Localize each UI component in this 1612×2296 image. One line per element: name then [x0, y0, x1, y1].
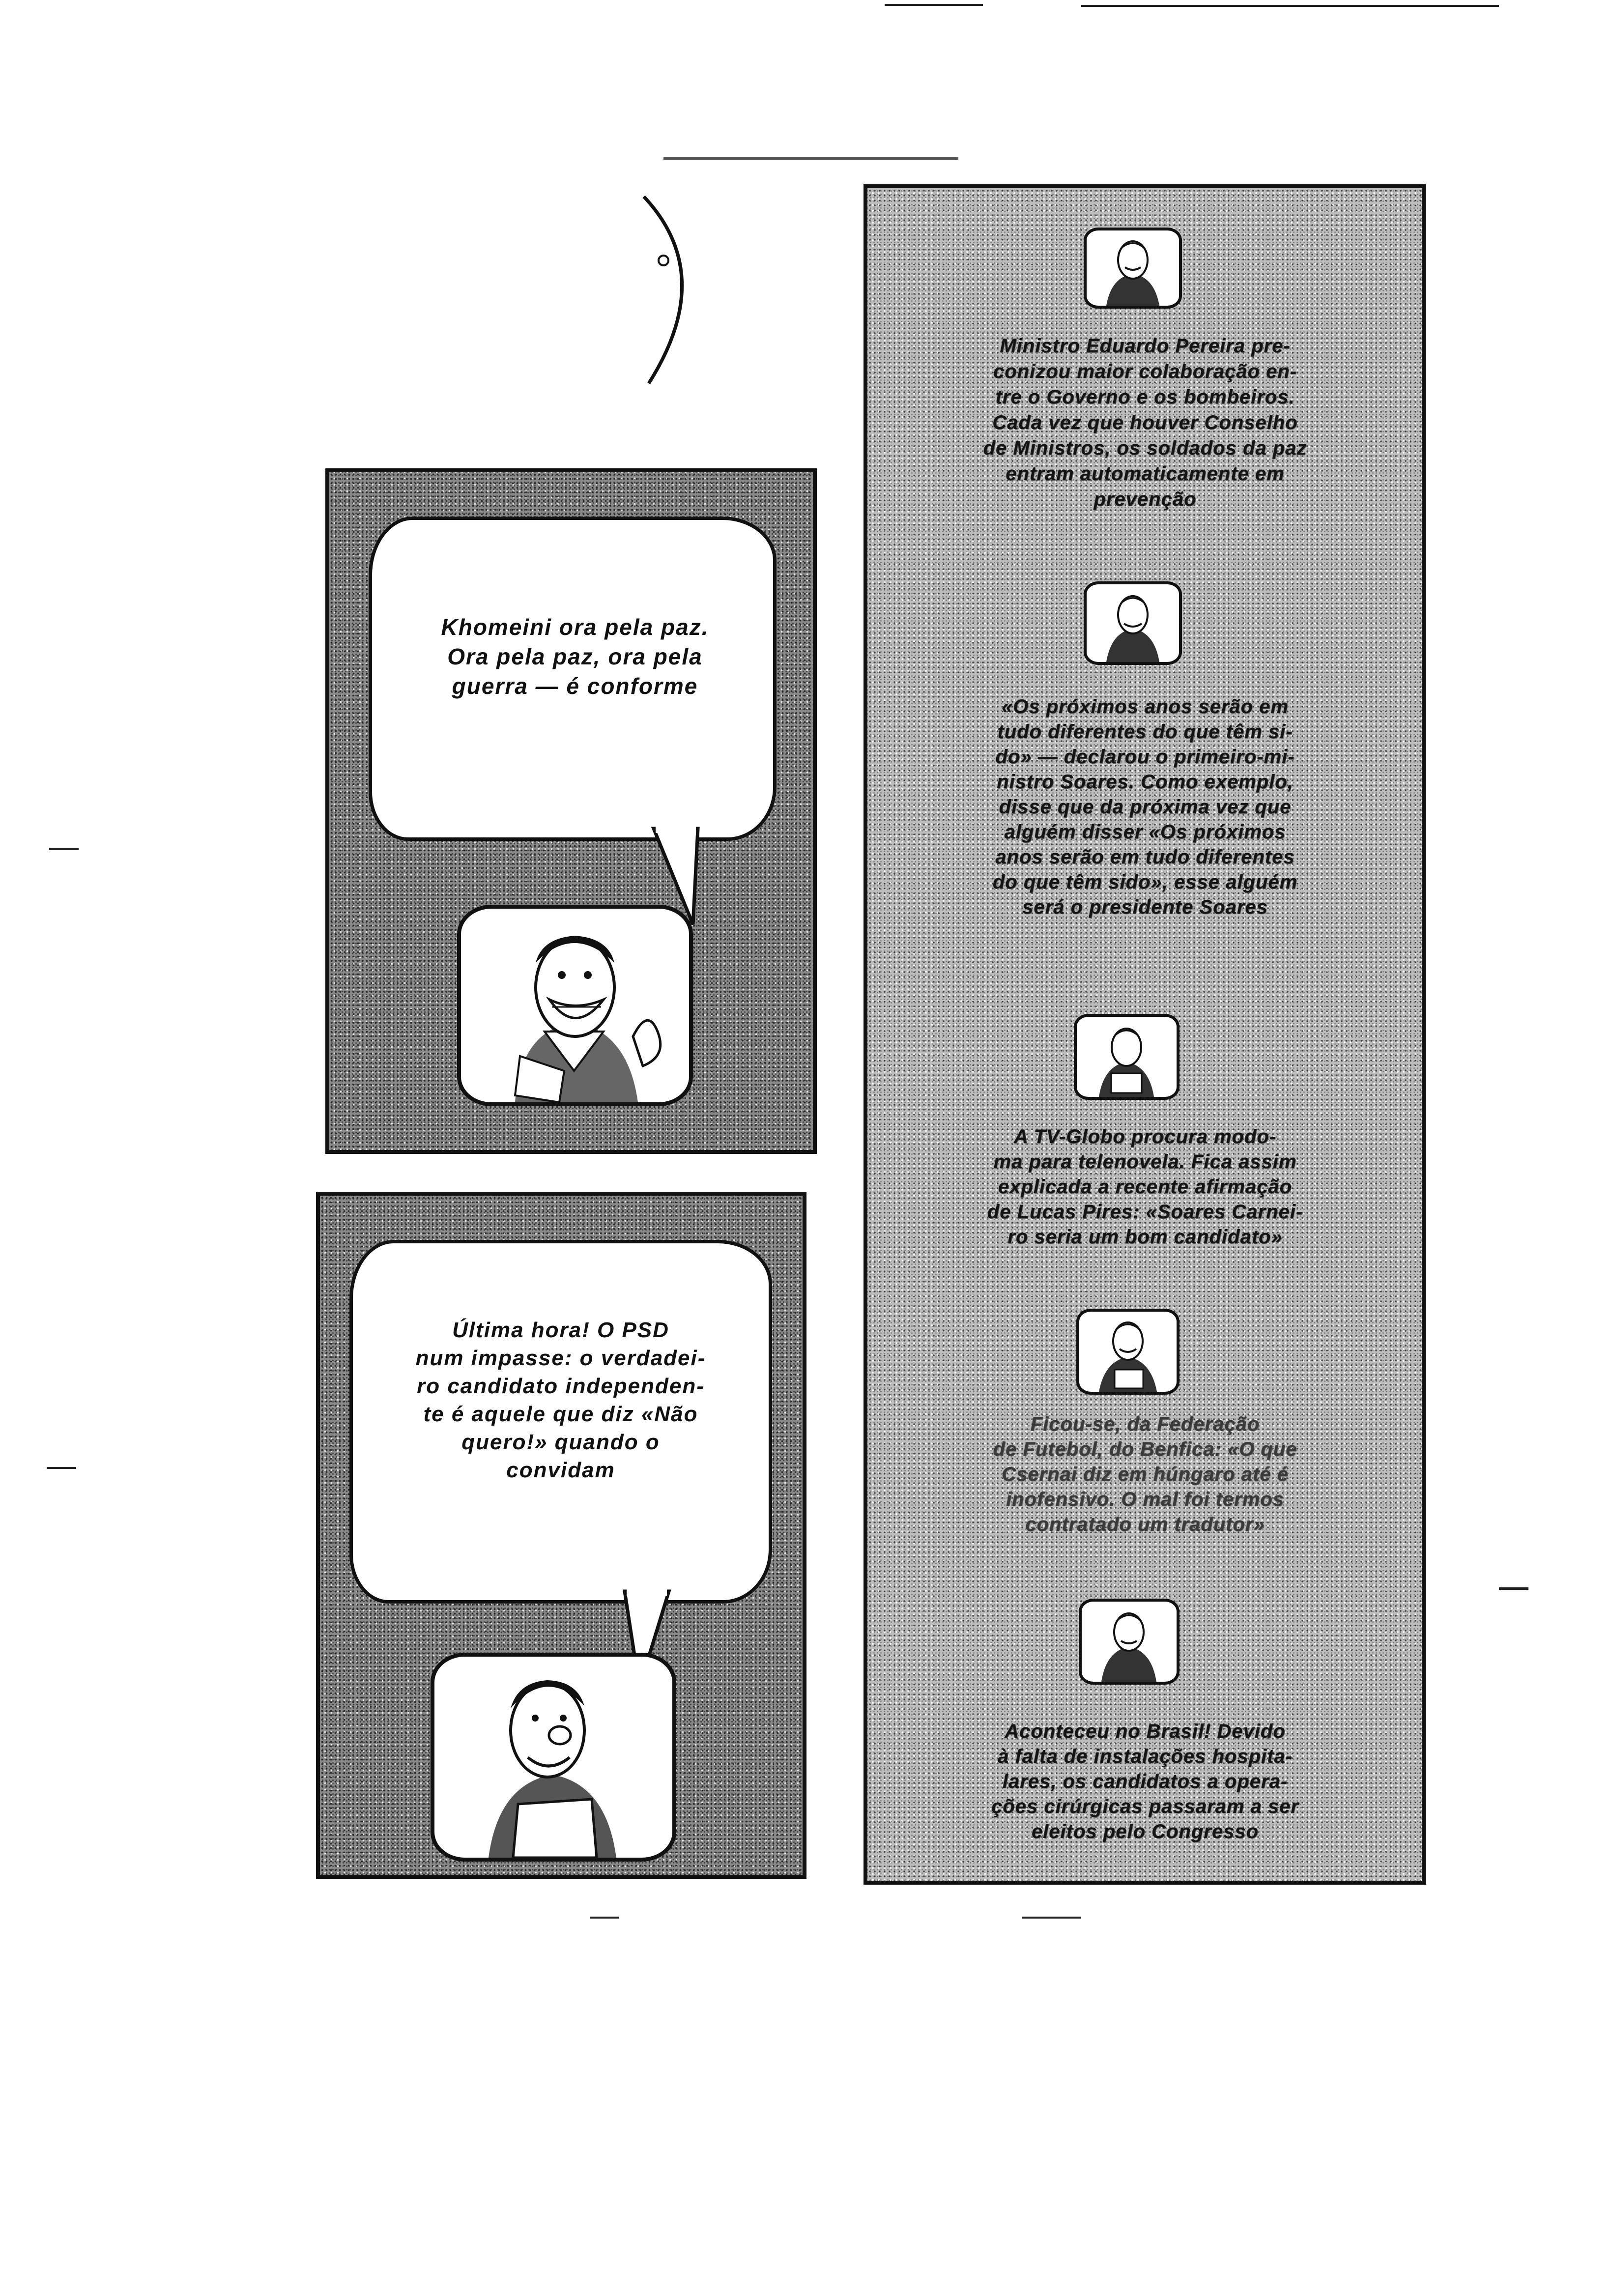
- news-item-2: «Os próximos anos serão em tudo diferentes do que têm si- do» — declarou o primeiro-mi- nistro Soares. Como exemplo, disse que da próxima vez que alguém disser «Os próximos anos serão em tudo diferentes do que têm sido», esse alguém será o presidente Soares: [992, 696, 1298, 918]
- scan-mark: [1499, 1587, 1528, 1590]
- comic-panel-2: [316, 1192, 806, 1879]
- speech-text: Khomeini ora pela paz. Ora pela paz, ora pela guerra — é conforme: [441, 614, 709, 699]
- presenter-illustration: [1079, 1312, 1177, 1392]
- tv-presenter-icon: [1076, 1309, 1180, 1395]
- presenter-illustration: [1087, 230, 1179, 306]
- presenter-illustration: [461, 909, 689, 1102]
- presenter-illustration: [1077, 1017, 1177, 1097]
- news-item-3: A TV-Globo procura modo- ma para telenovela. Fica assim explicada a recente afirmação de Lucas Pires: «Soares Carnei- ro seria um bom candidato»: [987, 1126, 1303, 1248]
- news-item-1: Ministro Eduardo Pereira pre- conizou maior colaboração en- tre o Governo e os bombeiros. Cada vez que houver Conselho de Ministros, os soldados da paz entram automaticamente em prevenção: [983, 335, 1307, 510]
- tv-screen: [431, 1653, 676, 1862]
- scan-mark: [590, 1917, 619, 1919]
- tv-presenter-icon: [1084, 581, 1182, 665]
- scan-mark: [1022, 1917, 1081, 1919]
- scan-mark: [49, 848, 79, 850]
- scan-mark: [47, 1467, 76, 1469]
- news-item-5: Aconteceu no Brasil! Devido à falta de instalações hospita- lares, os candidatos a opera- ções cirúrgicas passaram a ser eleitos pelo Congresso: [991, 1721, 1299, 1842]
- speech-text: Última hora! O PSD num impasse: o verdadei- ro candidato independen- te é aquele que diz «Não quero!» quando o convidam: [415, 1318, 706, 1482]
- tv-presenter-icon: [1074, 1014, 1180, 1100]
- tv-presenter-icon: [1084, 228, 1182, 309]
- scan-mark: [885, 4, 983, 6]
- scan-mark: [663, 157, 958, 160]
- news-column: [864, 184, 1426, 1885]
- presenter-illustration: [1082, 1602, 1177, 1682]
- bracket-mark: [634, 187, 722, 393]
- presenter-illustration: [434, 1657, 672, 1858]
- tv-screen: [457, 905, 693, 1106]
- scan-mark: [1081, 5, 1499, 7]
- comic-panel-1: [325, 468, 817, 1154]
- presenter-illustration: [1087, 584, 1179, 662]
- tv-presenter-icon: [1079, 1599, 1180, 1685]
- news-item-4: Ficou-se, da Federação de Futebol, do Benfica: «O que Csernai diz em húngaro até é inofensivo. O mal foi termos contratado um tradutor»: [993, 1413, 1297, 1535]
